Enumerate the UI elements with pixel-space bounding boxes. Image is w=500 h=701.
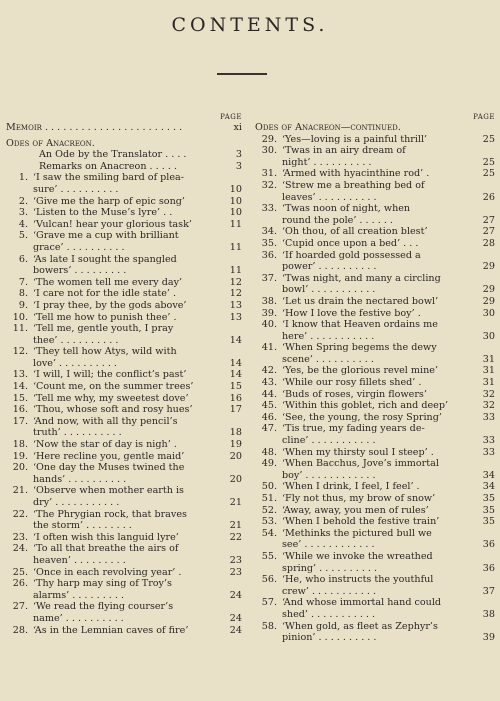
toc-entry-page: 27: [482, 214, 495, 226]
toc-entry-page: 31: [482, 353, 495, 365]
toc-entry[interactable]: [6, 451, 242, 463]
toc-entry[interactable]: [6, 323, 242, 346]
toc-entry[interactable]: [255, 389, 495, 401]
toc-entry-number: 26.: [12, 578, 28, 590]
toc-entry-page: 23: [229, 554, 242, 566]
toc-entry-number: 7.: [18, 276, 28, 288]
toc-entry[interactable]: [255, 528, 495, 551]
toc-entry-title: power’ . . . . . . . . . .: [282, 261, 377, 273]
toc-entry-number: 52.: [261, 504, 277, 516]
toc-entry-page: 20: [229, 473, 242, 485]
toc-entry[interactable]: [255, 365, 495, 377]
toc-entry-number: 45.: [261, 400, 277, 412]
toc-entry-page: 11: [229, 241, 242, 253]
memoir-dots: . . . . . . . . . . . . . . . . . . . . . . .: [41, 122, 183, 133]
toc-entry[interactable]: [6, 312, 242, 324]
toc-entry[interactable]: [255, 342, 495, 365]
memoir-page: xi: [233, 122, 242, 133]
toc-entry-page: 14: [229, 357, 242, 369]
toc-entry-title: ‘Listen to the Muse’s lyre’ . .: [33, 207, 173, 219]
toc-entry-page: 36: [482, 539, 495, 551]
toc-entry-title: ‘Grave me a cup with brilliant: [33, 230, 179, 242]
toc-entry-title: round the pole’ . . . . . .: [282, 214, 393, 226]
toc-entry-title: ‘Let us drain the nectared bowl’: [282, 295, 439, 307]
toc-entry-number: 36.: [261, 249, 277, 261]
toc-entry-title: truth’ . . . . . . . . . .: [33, 427, 122, 439]
toc-entry-title: ‘Observe when mother earth is: [33, 485, 184, 497]
memoir-label: Memoir: [6, 122, 42, 133]
toc-entry-title: alarms’ . . . . . . . . .: [33, 589, 125, 601]
toc-entry-number: 6.: [18, 253, 28, 265]
toc-entry-number: 55.: [261, 550, 277, 562]
toc-entry-number: 34.: [261, 226, 277, 238]
toc-entry-title: ‘Count me, on the summer trees’: [33, 381, 194, 393]
toc-entry-number: 33.: [261, 203, 277, 215]
toc-entry-title: ‘We read the flying courser’s: [33, 601, 174, 613]
toc-entry[interactable]: [255, 621, 495, 644]
toc-entry-page: 32: [482, 388, 495, 400]
toc-entry-number: 29.: [261, 133, 277, 145]
toc-entry-page: 12: [229, 288, 242, 300]
toc-entry[interactable]: [6, 254, 242, 277]
toc-entry[interactable]: [6, 346, 242, 369]
toc-entry-title: here’ . . . . . . . . . . .: [282, 330, 375, 342]
toc-entry-page: 33: [482, 446, 495, 458]
toc-entry-title: grace’ . . . . . . . . . .: [33, 241, 125, 253]
toc-entry-number: 57.: [261, 597, 277, 609]
toc-entry-page: 30: [482, 307, 495, 319]
toc-entry[interactable]: [255, 377, 495, 389]
toc-entry-title: ‘Methinks the pictured bull we: [282, 527, 432, 539]
toc-entry-title: ‘How I love the festive boy’ .: [282, 307, 421, 319]
toc-entry-number: 22.: [12, 508, 28, 520]
toc-entry-number: 38.: [261, 295, 277, 307]
toc-entry-page: 24: [229, 612, 242, 624]
toc-entry[interactable]: [255, 447, 495, 459]
toc-entry-title: night’ . . . . . . . . . .: [282, 156, 372, 168]
toc-entry-number: 43.: [261, 377, 277, 389]
page-column-header: PAGE: [220, 113, 242, 121]
toc-entry-title: hands’ . . . . . . . . . .: [33, 473, 127, 485]
toc-entry[interactable]: [255, 203, 495, 226]
toc-entry-number: 10.: [12, 311, 28, 323]
toc-entry[interactable]: [255, 273, 495, 296]
toc-entry-title: boy’ . . . . . . . . . . . .: [282, 469, 376, 481]
toc-entry[interactable]: [255, 505, 495, 517]
toc-entry-title: pinion’ . . . . . . . . . .: [282, 632, 377, 644]
toc-entry-title: ‘Oh thou, of all creation blest’: [282, 226, 428, 238]
toc-entry-page: 3: [235, 160, 242, 172]
toc-entry[interactable]: [6, 230, 242, 253]
toc-entry-number: 54.: [261, 527, 277, 539]
toc-entry-title: scene’ . . . . . . . . . .: [282, 353, 374, 365]
section-heading-continued: Odes of Anacreon—continued.: [255, 122, 401, 133]
toc-entry-title: ‘Within this goblet, rich and deep’: [282, 400, 449, 412]
toc-entry[interactable]: [255, 134, 495, 146]
toc-entry-number: 53.: [261, 516, 277, 528]
toc-entry[interactable]: [255, 458, 495, 481]
toc-entry-title: thee’ . . . . . . . . . .: [33, 334, 119, 346]
toc-entry-page: 25: [482, 168, 495, 180]
toc-entry-title: ‘Twas in an airy dream of: [282, 145, 406, 157]
toc-entry-title: ‘Yes, be the glorious revel mine’: [282, 365, 438, 377]
toc-list: [255, 134, 495, 644]
toc-entry[interactable]: [255, 180, 495, 203]
toc-entry-number: 30.: [261, 145, 277, 157]
toc-entry-title: ‘When Spring begems the dewy: [282, 342, 437, 354]
toc-entry[interactable]: [6, 207, 242, 219]
toc-entry-page: 37: [482, 585, 495, 597]
toc-entry-page: 11: [229, 218, 242, 230]
toc-entry-title: ‘While our rosy fillets shed’ .: [282, 377, 422, 389]
toc-entry-title: ‘Thou, whose soft and rosy hues’: [33, 404, 193, 416]
toc-entry-page: 10: [229, 183, 242, 195]
toc-entry-number: 47.: [261, 423, 277, 435]
toc-entry-number: 25.: [12, 566, 28, 578]
toc-entry-title: ‘And whose immortal hand could: [282, 597, 442, 609]
toc-entry-number: 13.: [12, 369, 28, 381]
toc-entry-number: 27.: [12, 601, 28, 613]
toc-entry[interactable]: [255, 493, 495, 505]
toc-entry-number: 16.: [12, 404, 28, 416]
toc-entry[interactable]: [6, 288, 242, 300]
toc-entry-page: 35: [482, 493, 495, 504]
toc-entry-number: 23.: [12, 531, 28, 543]
toc-entry[interactable]: [6, 300, 242, 312]
toc-entry-title: ‘I care not for the idle state’ .: [33, 288, 177, 300]
toc-entry-number: 21.: [12, 485, 28, 497]
toc-entry-number: 37.: [261, 272, 277, 284]
toc-entry-title: ‘Armed with hyacinthine rod’ .: [282, 168, 430, 180]
toc-entry-number: 42.: [261, 365, 277, 377]
toc-entry-title: ‘Thy harp may sing of Troy’s: [33, 578, 172, 590]
toc-entry-title: ‘Twas night, and many a circling: [282, 272, 441, 284]
toc-entry-page: 18: [229, 427, 242, 439]
toc-entry-title: ‘Tell me how to punish thee’ .: [33, 311, 177, 323]
toc-entry[interactable]: [255, 250, 495, 273]
toc-entry-title: ‘Tell me why, my sweetest dove’: [33, 392, 189, 404]
title-rule: [217, 73, 267, 75]
toc-entry[interactable]: [6, 509, 242, 532]
toc-entry-title: ‘If hoarded gold possessed a: [282, 249, 421, 261]
toc-entry-number: 56.: [261, 574, 277, 586]
toc-entry[interactable]: [6, 277, 242, 289]
toc-entry-title: ‘When Bacchus, Jove’s immortal: [282, 458, 439, 470]
toc-entry-number: 12.: [12, 346, 28, 358]
toc-entry-page: 12: [229, 276, 242, 288]
toc-entry[interactable]: [6, 404, 242, 416]
toc-entry-number: 50.: [261, 481, 277, 493]
toc-entry-page: 3: [235, 149, 242, 161]
toc-entry-page: 25: [482, 156, 495, 168]
toc-entry-page: 39: [482, 632, 495, 644]
toc-entry[interactable]: [6, 567, 242, 579]
toc-entry-title: ‘While we invoke the wreathed: [282, 550, 433, 562]
toc-entry-page: 34: [482, 469, 495, 481]
toc-entry-title: ‘Cupid once upon a bed’ . . .: [282, 237, 419, 249]
toc-entry-page: 24: [229, 624, 242, 636]
toc-entry-page: 35: [482, 504, 495, 516]
toc-entry-number: 32.: [261, 179, 277, 191]
toc-entry-title: ‘And now, with all thy pencil’s: [33, 415, 178, 427]
toc-entry-title: cline’ . . . . . . . . . . .: [282, 435, 376, 447]
toc-entry-number: 11.: [12, 323, 28, 335]
toc-entry-title: the storm’ . . . . . . . .: [33, 520, 132, 532]
toc-entry-title: ‘The women tell me every day’: [33, 276, 183, 288]
toc-entry[interactable]: [6, 196, 242, 208]
toc-entry-page: 28: [482, 237, 495, 249]
toc-entry[interactable]: [6, 601, 242, 624]
toc-entry-page: 27: [482, 226, 495, 238]
toc-entry-page: 19: [229, 439, 242, 451]
toc-entry-page: 21: [229, 520, 242, 532]
toc-entry-title: ‘See, the young, the rosy Spring’: [282, 411, 442, 423]
toc-entry-title: ‘As in the Lemnian caves of fire’: [33, 624, 189, 636]
toc-entry-page: 32: [482, 400, 495, 412]
toc-entry-title: ‘Tell me, gentle youth, I pray: [33, 323, 174, 335]
toc-entry-title: bowers’ . . . . . . . . .: [33, 265, 127, 277]
toc-entry-title: love’ . . . . . . . . . .: [33, 357, 117, 369]
toc-entry-number: 44.: [261, 388, 277, 400]
toc-entry-page: 31: [482, 365, 495, 377]
toc-entry-title: ‘I saw the smiling bard of plea-: [33, 172, 185, 184]
toc-entry-number: 20.: [12, 462, 28, 474]
toc-entry-page: 20: [229, 450, 242, 462]
toc-entry[interactable]: [6, 219, 242, 231]
toc-entry-title: ‘When my thirsty soul I steep’ .: [282, 446, 434, 458]
section-heading: Odes of Anacreon.: [6, 137, 95, 149]
toc-entry-number: 46.: [261, 411, 277, 423]
toc-entry-title: ‘Now the star of day is nigh’ .: [33, 439, 177, 451]
toc-entry[interactable]: [255, 412, 495, 424]
toc-entry-page: 16: [229, 392, 242, 404]
toc-entry-page: 36: [482, 562, 495, 574]
toc-entry-title: ‘Fly not thus, my brow of snow’: [282, 493, 436, 504]
toc-entry-number: 17.: [12, 415, 28, 427]
toc-entry[interactable]: [6, 485, 242, 508]
toc-entry-title: ‘As late I sought the spangled: [33, 253, 177, 265]
toc-entry-number: 51.: [261, 493, 277, 504]
toc-entry-title: ‘When I behold the festive train’: [282, 516, 440, 528]
toc-entry-number: 9.: [18, 299, 28, 311]
toc-entry-page: 29: [482, 284, 495, 296]
toc-entry-title: ‘Vulcan! hear your glorious task’: [33, 218, 192, 230]
toc-entry-page: 14: [229, 369, 242, 381]
toc-entry[interactable]: [255, 168, 495, 180]
page-title: CONTENTS.: [171, 14, 329, 36]
toc-entry-page: 31: [482, 377, 495, 389]
toc-entry-page: 10: [229, 207, 242, 219]
toc-entry[interactable]: [6, 462, 242, 485]
toc-entry-number: 31.: [261, 168, 277, 180]
toc-entry-title: ‘To all that breathe the airs of: [33, 543, 179, 555]
toc-entry-title: ‘I often wish this languid lyre’: [33, 531, 179, 543]
toc-entry-page: 35: [482, 516, 495, 528]
toc-entry[interactable]: [255, 516, 495, 528]
toc-entry-page: 10: [229, 195, 242, 207]
toc-entry[interactable]: [6, 149, 242, 161]
toc-entry-page: 11: [229, 265, 242, 277]
toc-entry[interactable]: [255, 238, 495, 250]
toc-entry[interactable]: [255, 308, 495, 320]
toc-entry[interactable]: [255, 481, 495, 493]
toc-entry-page: 24: [229, 589, 242, 601]
right-column: [255, 112, 495, 644]
toc-entry-number: 5.: [18, 230, 28, 242]
toc-entry-number: 14.: [12, 381, 28, 393]
toc-entry-title: ‘Strew me a breathing bed of: [282, 179, 425, 191]
toc-entry[interactable]: [6, 393, 242, 405]
toc-entry-title: ‘One day the Muses twined the: [33, 462, 185, 474]
toc-entry-page: 25: [482, 133, 495, 145]
toc-entry-page: 29: [482, 261, 495, 273]
toc-entry-title: ‘Twas noon of night, when: [282, 203, 411, 215]
toc-entry-number: 24.: [12, 543, 28, 555]
toc-entry-number: 4.: [18, 218, 28, 230]
toc-entry-number: 2.: [18, 195, 28, 207]
toc-entry-page: 23: [229, 566, 242, 578]
toc-entry[interactable]: [6, 381, 242, 393]
toc-entry-title: ‘He, who instructs the youthful: [282, 574, 434, 586]
memoir-entry[interactable]: [6, 122, 242, 134]
toc-entry-title: ‘Give me the harp of epic song’: [33, 195, 185, 207]
toc-entry[interactable]: [255, 551, 495, 574]
toc-entry-title: name’ . . . . . . . . . .: [33, 612, 124, 624]
toc-entry-number: 28.: [12, 624, 28, 636]
toc-entry-title: spring’ . . . . . . . . . .: [282, 562, 378, 574]
toc-entry[interactable]: [6, 532, 242, 544]
toc-entry-title: ‘When gold, as fleet as Zephyr’s: [282, 620, 438, 632]
toc-entry-page: 14: [229, 334, 242, 346]
toc-entry[interactable]: [255, 296, 495, 308]
toc-entry-page: 13: [229, 299, 242, 311]
toc-entry-page: 21: [229, 497, 242, 508]
toc-entry-page: 29: [482, 295, 495, 307]
toc-entry-title: dry’ . . . . . . . . . . .: [33, 497, 120, 508]
toc-entry-title: An Ode by the Translator . . . .: [39, 149, 187, 161]
toc-entry[interactable]: [255, 145, 495, 168]
toc-entry[interactable]: [6, 161, 242, 173]
toc-entry-title: ‘I will, I will; the conflict’s past’: [33, 369, 187, 381]
toc-entry-number: 18.: [12, 439, 28, 451]
toc-entry-number: 1.: [18, 172, 28, 184]
toc-entry-title: ‘Away, away, you men of rules’: [282, 504, 429, 516]
toc-entry-page: 17: [229, 404, 242, 416]
toc-entry-number: 19.: [12, 450, 28, 462]
toc-entry-title: ‘The Phrygian rock, that braves: [33, 508, 187, 520]
toc-entry-title: ‘Once in each revolving year’ .: [33, 566, 182, 578]
toc-entry-number: 35.: [261, 237, 277, 249]
toc-entry[interactable]: [255, 319, 495, 342]
toc-entry-page: 26: [482, 191, 495, 203]
toc-entry-page: 22: [229, 531, 242, 543]
toc-entry-number: 58.: [261, 620, 277, 632]
toc-list: [6, 149, 242, 636]
toc-entry-number: 49.: [261, 458, 277, 470]
toc-entry-page: 38: [482, 608, 495, 620]
toc-entry[interactable]: [6, 172, 242, 195]
toc-entry[interactable]: [255, 597, 495, 620]
toc-entry-page: 33: [482, 435, 495, 447]
toc-entry-title: crew’ . . . . . . . . . . .: [282, 585, 376, 597]
toc-entry-title: ‘Tis true, my fading years de-: [282, 423, 425, 435]
toc-entry-title: ‘They tell how Atys, wild with: [33, 346, 177, 358]
toc-entry[interactable]: [6, 369, 242, 381]
toc-entry-number: 40.: [261, 319, 277, 331]
toc-entry-title: heaven’ . . . . . . . . .: [33, 554, 126, 566]
toc-entry-page: 15: [229, 381, 242, 393]
toc-entry-number: 8.: [18, 288, 28, 300]
toc-entry-title: see’ . . . . . . . . . . . .: [282, 539, 375, 551]
toc-entry-number: 41.: [261, 342, 277, 354]
toc-entry[interactable]: [6, 578, 242, 601]
toc-entry[interactable]: [6, 416, 242, 439]
toc-entry-page: 34: [482, 481, 495, 493]
toc-entry-page: 13: [229, 311, 242, 323]
toc-entry[interactable]: [255, 574, 495, 597]
toc-entry-number: 15.: [12, 392, 28, 404]
toc-entry-number: 48.: [261, 446, 277, 458]
toc-entry-title: sure’ . . . . . . . . . .: [33, 183, 119, 195]
toc-entry[interactable]: [255, 400, 495, 412]
toc-entry-number: 3.: [18, 207, 28, 219]
toc-entry-title: ‘Here recline you, gentle maid’: [33, 450, 185, 462]
toc-entry-number: 39.: [261, 307, 277, 319]
toc-entry[interactable]: [6, 543, 242, 566]
left-column: [6, 112, 242, 636]
toc-entry[interactable]: [255, 423, 495, 446]
toc-entry-title: ‘I know that Heaven ordains me: [282, 319, 438, 331]
toc-entry-page: 30: [482, 330, 495, 342]
toc-entry-page: 33: [482, 411, 495, 423]
toc-entry-title: ‘Buds of roses, virgin flowers’: [282, 388, 427, 400]
toc-entry-title: shed’ . . . . . . . . . . .: [282, 608, 376, 620]
toc-entry-title: bowl’ . . . . . . . . . . .: [282, 284, 376, 296]
toc-entry-title: ‘When I drink, I feel, I feel’ .: [282, 481, 420, 493]
toc-entry-title: ‘I pray thee, by the gods above’: [33, 299, 187, 311]
toc-entry[interactable]: [6, 625, 242, 637]
toc-entry[interactable]: [255, 226, 495, 238]
toc-entry[interactable]: [6, 439, 242, 451]
toc-entry-title: Remarks on Anacreon . . . . .: [39, 160, 178, 172]
toc-entry-title: leaves’ . . . . . . . . . .: [282, 191, 377, 203]
toc-entry-title: ‘Yes—loving is a painful thrill’: [282, 133, 428, 145]
page-column-header: PAGE: [473, 113, 495, 121]
